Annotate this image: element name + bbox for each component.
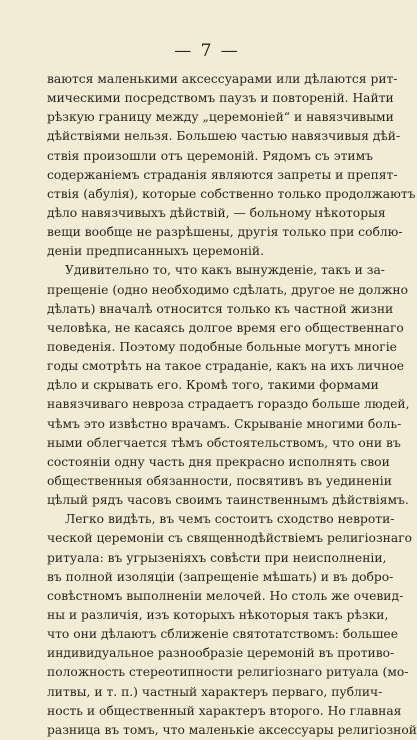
text-line: рѣзкую границу между „церемоніей“ и навязчивыми <box>47 110 394 125</box>
text-line: цѣлый рядъ часовъ своимъ таинственнымъ дѣйствіямъ. <box>47 493 409 508</box>
text-line: общественныя обязанности, посвятивъ въ уединеніи <box>47 473 392 488</box>
text-line: разница въ томъ, что маленькіе аксессуары религіозной <box>47 722 417 737</box>
text-line: Удивительно то, что какъ вынужденіе, такъ и за- <box>65 263 385 278</box>
text-line: ствія (абулія), которые собственно только продолжаютъ <box>47 186 416 201</box>
text-line: въ полной изоляціи (запрещеніе мѣшать) и въ добро- <box>47 569 394 584</box>
text-line: дѣло навязчивыхъ дѣйствій, — больному нѣкоторыя <box>47 205 386 220</box>
text-line: что они дѣлаютъ сближеніе святотатствомъ: большее <box>47 627 398 642</box>
text-line: навязчиваго невроза страдаетъ гораздо больше людей, <box>47 397 410 412</box>
text-line: вещи вообще не разрѣшены, другія только при соблю- <box>47 225 403 240</box>
text-line: поведенія. Поэтому подобные больные могутъ многіе <box>47 339 397 354</box>
text-line: прещеніе (одно необходимо сдѣлать, другое не должно <box>47 282 409 297</box>
text-line: дѣйствіями нельзя. Большею частью навязчивыя дѣй- <box>47 129 401 144</box>
text-line: чѣмъ это извѣстно врачамъ. Скрываніе многими боль- <box>47 416 402 431</box>
text-line: ными облегчается тѣмъ обстоятельствомъ, что они въ <box>47 435 401 450</box>
text-line: положность стереотипности религіознаго ритуала (мо- <box>47 665 409 680</box>
text-line: индивидуальное разнообразіе церемоній въ противо- <box>47 646 395 661</box>
page-number: — 7 — <box>174 41 240 61</box>
text-line: ны и различія, изъ которыхъ нѣкоторыя такъ рѣзки, <box>47 607 389 622</box>
text-line: совѣстномъ выполненіи мелочей. Но столь же очевид- <box>47 588 404 603</box>
text-line: ческой церемоніи съ священнодѣйствіемъ религіознаго <box>47 531 413 546</box>
text-line: содержаніемъ страданія являются запреты и препят- <box>47 167 398 182</box>
text-line: ваются маленькими аксессуарами или дѣлаются рит- <box>47 72 398 86</box>
text-line: ствія произошли отъ церемоній. Рядомъ съ этимъ <box>47 148 373 163</box>
text-line: дѣло и скрывать его. Кромѣ того, такими формами <box>47 378 379 393</box>
text-line: мическими посредствомъ паузъ и повтореній. Найти <box>47 91 394 106</box>
page-body-text <box>47 70 417 740</box>
text-line: дѣлать) вначалѣ относится только къ частной жизни <box>47 301 394 316</box>
text-line: литвы, и т. п.) частный характеръ перваго, публич- <box>47 684 383 699</box>
text-line: ритуала: въ угрызеніяхъ совѣсти при неисполненіи, <box>47 550 387 565</box>
text-line: Легко видѣть, въ чемъ состоитъ сходство невроти- <box>65 512 395 527</box>
text-line: годы смотрѣть на такое страданіе, какъ на ихъ личное <box>47 359 405 374</box>
text-line: состояніи одну часть дня прекрасно исполнять свои <box>47 454 390 469</box>
text-line: человѣка, не касаясь долгое время его общественнаго <box>47 320 404 335</box>
text-line: деніи предписанныхъ церемоній. <box>47 244 264 259</box>
text-line: ность и общественный характеръ второго. Но главная <box>47 703 402 718</box>
